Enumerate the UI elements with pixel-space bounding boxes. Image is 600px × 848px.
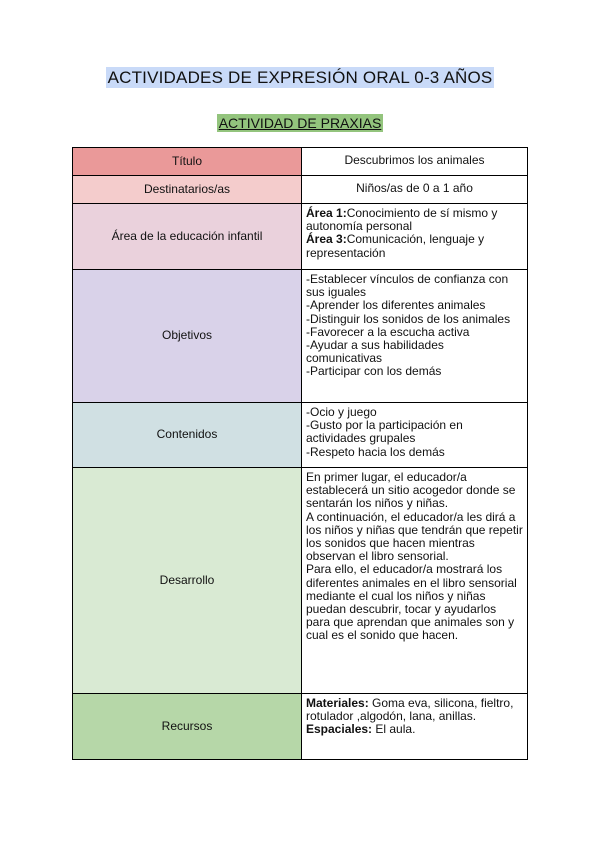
recursos-materiales xyxy=(306,697,523,723)
label-destinatarios: Destinatarios/as xyxy=(73,176,302,204)
area-1-heading: Área 1: xyxy=(306,206,347,220)
row-desarrollo xyxy=(73,468,528,694)
espaciales-text: El aula. xyxy=(372,722,416,737)
row-contenidos xyxy=(73,403,528,468)
area-3-heading: Área 3: xyxy=(306,232,347,247)
recursos-espaciales xyxy=(306,723,523,736)
label-titulo: Título xyxy=(73,148,302,176)
label-area: Área de la educación infantil xyxy=(73,204,302,270)
objetivo-item: -Establecer vínculos de confianza con sus iguales xyxy=(306,272,509,300)
document-title-text: ACTIVIDADES DE EXPRESIÓN ORAL 0-3 AÑOS xyxy=(107,68,493,87)
label-desarrollo: Desarrollo xyxy=(73,468,302,694)
area-3 xyxy=(306,233,523,259)
objetivo-item: -Aprender los diferentes animales xyxy=(306,298,486,313)
desarrollo-paragraph: En primer lugar, el educador/a establecerá un sitio acogedor donde se sentarán los niños y niñas. xyxy=(306,470,516,511)
desarrollo-paragraph: Para ello, el educador/a mostrará los diferentes animales en el libro sensorial mediante el cual los niños y niñas puedan descubrir, tocar y ayudarlos para que aprendan que animales son y cual es el sonido que hacen. xyxy=(306,562,517,643)
contenido-item: -Ocio y juego xyxy=(306,405,377,419)
document-subtitle xyxy=(0,115,600,133)
contenido-item: -Respeto hacia los demás xyxy=(306,444,445,459)
value-contenidos xyxy=(302,403,528,468)
value-destinatarios: Niños/as de 0 a 1 año xyxy=(302,176,528,204)
row-recursos xyxy=(73,694,528,760)
value-desarrollo xyxy=(302,468,528,694)
value-area xyxy=(302,204,528,270)
label-objetivos: Objetivos xyxy=(73,270,302,403)
area-1 xyxy=(306,207,523,233)
objetivo-item: -Distinguir los sonidos de los animales xyxy=(306,311,511,326)
activity-table xyxy=(72,147,528,760)
espaciales-heading: Espaciales: xyxy=(306,722,373,737)
label-contenidos: Contenidos xyxy=(73,403,302,468)
label-recursos: Recursos xyxy=(73,694,302,760)
value-objetivos xyxy=(302,270,528,403)
materiales-text: Goma eva, silicona, fieltro, rotulador ,algodón, lana, anillas. xyxy=(306,696,514,724)
area-1-text: Conocimiento de sí mismo y autonomía personal xyxy=(306,206,498,234)
value-recursos xyxy=(302,694,528,760)
objetivo-item: -Ayudar a sus habilidades comunicativas xyxy=(306,338,444,366)
value-titulo: Descubrimos los animales xyxy=(302,148,528,176)
row-area xyxy=(73,204,528,270)
desarrollo-paragraph: A continuación, el educador/a les dirá a los niños y niñas que tendrán que repetir los sonidos que hacen mientras observan el libro sensorial. xyxy=(306,509,523,564)
contenido-item: -Gusto por la participación en actividades grupales xyxy=(306,418,463,446)
row-titulo xyxy=(73,148,528,176)
row-destinatarios xyxy=(73,176,528,204)
document-title xyxy=(0,68,600,88)
document-subtitle-text: ACTIVIDAD DE PRAXIAS xyxy=(218,115,382,131)
area-3-text: Comunicación, lenguaje y representación xyxy=(306,232,485,260)
objetivo-item: -Participar con los demás xyxy=(306,364,442,379)
materiales-heading: Materiales: xyxy=(306,696,369,710)
row-objetivos xyxy=(73,270,528,403)
objetivo-item: -Favorecer a la escucha activa xyxy=(306,324,470,339)
